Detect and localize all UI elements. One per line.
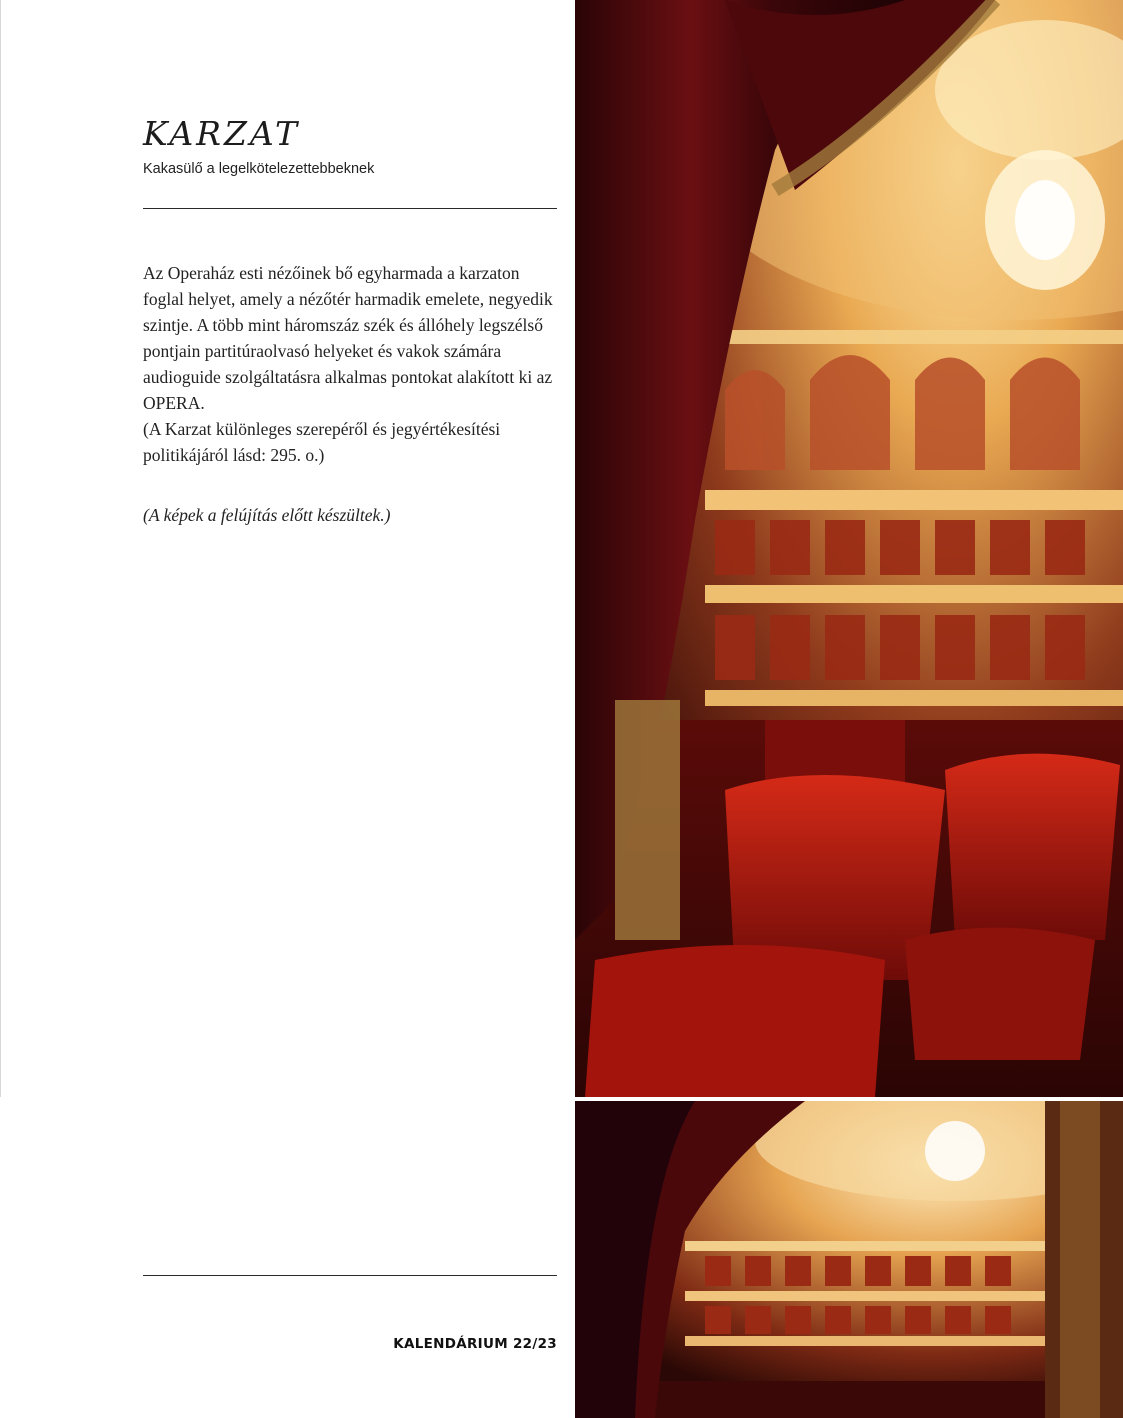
opera-gallery-image [575, 0, 1123, 1097]
top-divider [143, 208, 557, 209]
body-paragraph: Az Operaház esti nézőinek bő egyharmada a karzaton foglal helyet, amely a nézőtér harmadik emelete, negyedik szintje. A több mint háromszáz szék és állóhely legszélső pontjain partitúraolvasó helyeket és vakok számára audioguide szolgáltatásra alkalmas pontokat alakított ki az OPERA. [143, 263, 553, 413]
section-subtitle: Kakasülő a legelkötelezettebbeknek [143, 161, 375, 177]
opera-auditorium-image [575, 1101, 1123, 1418]
body-paragraph: (A Karzat különleges szerepéről és jegyértékesítési politikájáról lásd: 295. o.) [143, 419, 501, 465]
footer-label: KALENDÁRIUM 22/23 [393, 1336, 557, 1352]
photo-note: (A képek a felújítás előtt készültek.) [143, 504, 391, 525]
bottom-divider [143, 1275, 557, 1276]
body-text [143, 260, 553, 468]
page-edge-line [0, 0, 1, 1097]
section-title: KARZAT [143, 114, 300, 153]
gallery-photo-secondary [575, 1101, 1123, 1418]
gallery-photo-main [575, 0, 1123, 1097]
